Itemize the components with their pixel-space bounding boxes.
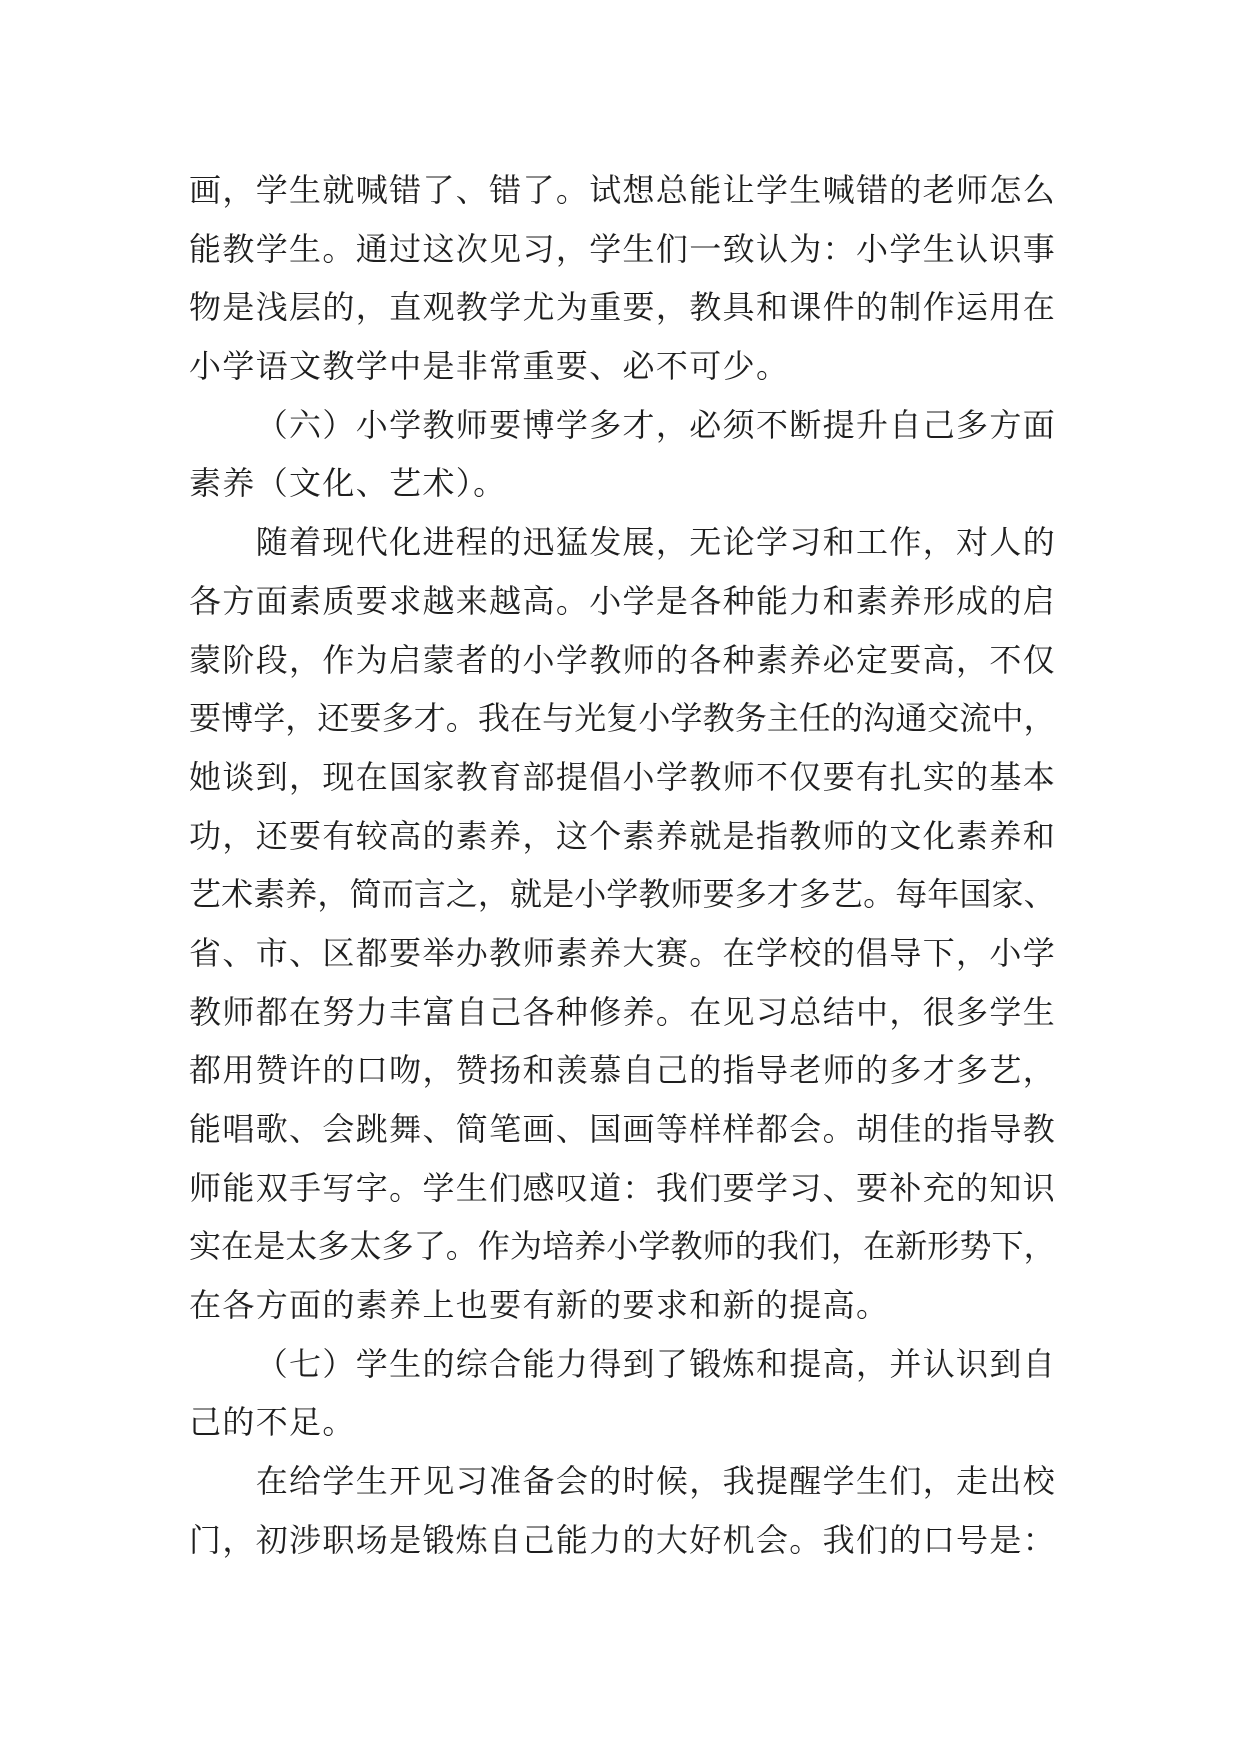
text-line: （七）学生的综合能力得到了锻炼和提高，并认识到自 [255,1344,1057,1383]
text-line: 要博学，还要多才。我在与光复小学教务主任的沟通交流中， [189,699,1056,738]
paragraph [189,1452,1056,1569]
text-line: 能教学生。通过这次见习，学生们一致认为：小学生认识事 [189,229,1057,268]
text-line: 功，还要有较高的素养，这个素养就是指教师的文化素养和 [189,816,1057,855]
text-line: 省、市、区都要举办教师素养大赛。在学校的倡导下，小学 [189,933,1057,972]
text-line: 门，初涉职场是锻炼自己能力的大好机会。我们的口号是： [189,1520,1057,1559]
section-heading [189,396,1056,513]
text-line: 素养（文化、艺术）。 [189,464,507,503]
text-line: （六）小学教师要博学多才，必须不断提升自己多方面 [255,405,1057,444]
paragraph [189,161,1056,396]
section-heading [189,1335,1056,1452]
text-line: 艺术素养，简而言之，就是小学教师要多才多艺。每年国家、 [189,875,1056,914]
text-line: 画，学生就喊错了、错了。试想总能让学生喊错的老师怎么 [189,171,1057,209]
text-line: 物是浅层的，直观教学尤为重要，教具和课件的制作运用在 [189,288,1057,327]
text-line: 她谈到，现在国家教育部提倡小学教师不仅要有扎实的基本 [189,757,1057,796]
text-line: 在各方面的素养上也要有新的要求和新的提高。 [189,1286,890,1325]
text-line: 随着现代化进程的迅猛发展，无论学习和工作，对人的 [255,523,1057,562]
text-line: 蒙阶段，作为启蒙者的小学教师的各种素养必定要高，不仅 [189,640,1057,679]
text-line: 能唱歌、会跳舞、简笔画、国画等样样都会。胡佳的指导教 [189,1110,1057,1148]
text-line: 小学语文教学中是非常重要、必不可少。 [189,347,790,386]
text-line: 都用赞许的口吻，赞扬和羡慕自己的指导老师的多才多艺， [189,1051,1057,1090]
text-line: 实在是太多太多了。作为培养小学教师的我们，在新形势下， [189,1227,1056,1266]
text-line: 教师都在努力丰富自己各种修养。在见习总结中，很多学生 [189,992,1057,1031]
text-line: 各方面素质要求越来越高。小学是各种能力和素养形成的启 [189,581,1057,620]
text-line: 师能双手写字。学生们感叹道：我们要学习、要补充的知识 [189,1168,1057,1207]
body-text [189,161,1056,1570]
text-line: 己的不足。 [189,1403,356,1442]
text-line: 在给学生开见习准备会的时候，我提醒学生们，走出校 [255,1462,1057,1501]
paragraph [189,513,1056,1335]
